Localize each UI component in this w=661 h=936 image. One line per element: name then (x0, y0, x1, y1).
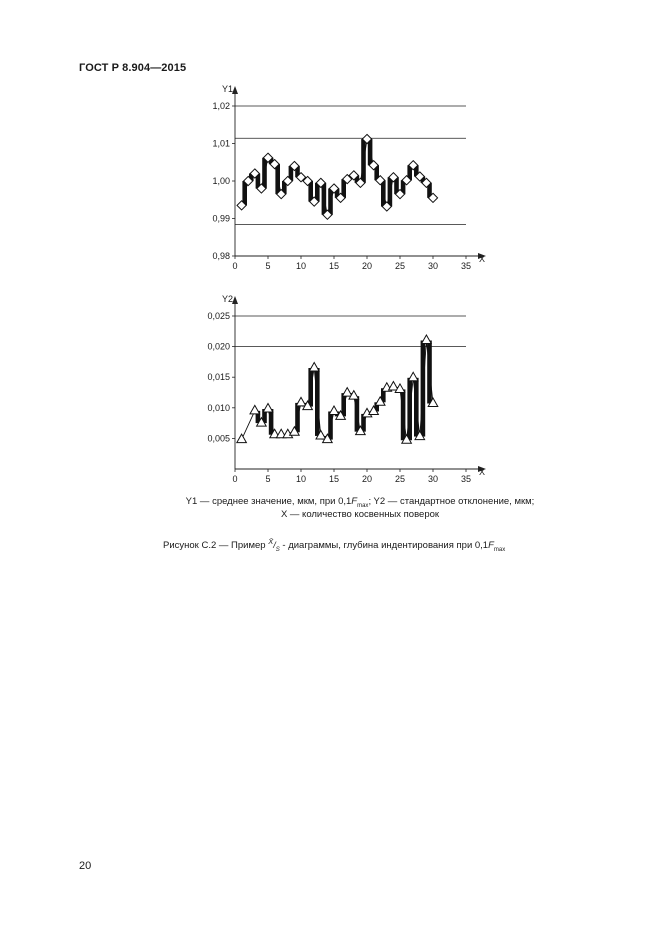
chart1-range-bar-19 (361, 139, 366, 183)
chart1-xtick-label-5: 20 (361, 261, 373, 271)
chart2-point-28 (422, 335, 432, 344)
chart2-range-bar-24 (401, 389, 406, 440)
chart2-point-9 (296, 397, 306, 406)
chart1-xtick-label-7: 30 (427, 261, 439, 271)
chart2-ytick-label-2: 0,010 (207, 402, 230, 413)
caption-frac-num: X̄ (268, 537, 274, 546)
chart2-range-bar-10 (308, 368, 313, 407)
chart1-range-bar-6 (275, 164, 280, 194)
chart2-point-26 (408, 372, 418, 381)
legend-fmax-sub: max (357, 502, 369, 509)
chart2-ylabel: Y2 (222, 294, 234, 304)
chart1-xlabel: X (479, 254, 486, 264)
legend-fmax-f: F (351, 496, 358, 507)
chart2-range-bar-8 (295, 403, 300, 432)
chart1-range-bar-22 (381, 180, 386, 206)
figure-caption: Рисунок С.2 — Пример $^{X̄}/_S$ - диаграммы, глубина индентирования при $0,1F_{max}$ (163, 537, 506, 553)
chart2-point-4 (263, 404, 273, 413)
caption-prefix: Рисунок С.2 — Пример (163, 540, 266, 551)
document-header: ГОСТ Р 8.904—2015 (79, 62, 187, 74)
chart1-ytick-label-2: 0,99 (212, 213, 230, 224)
chart1-xtick-label-4: 15 (328, 261, 340, 271)
chart2-ytick-label-3: 0,015 (207, 372, 230, 383)
chart1-xtick-label-1: 0 (232, 261, 238, 271)
chart2-xtick-label-2: 5 (265, 474, 271, 484)
chart1-ytick-label-1: 0,98 (212, 251, 230, 261)
caption-frac-den: S (275, 546, 280, 553)
chart2-range-bar-13 (328, 411, 333, 439)
chart2-xtick-label-6: 25 (394, 474, 406, 484)
chart2-xtick-label-8: 35 (460, 474, 472, 484)
chart2-ytick-label-5: 0,025 (207, 311, 230, 321)
chart2-range-bar-27 (421, 340, 426, 436)
chart1-range-bar-14 (328, 189, 333, 215)
chart2-point-16 (342, 388, 352, 397)
chart2-range-bar-11 (315, 368, 320, 436)
chart2-xtick-label-7: 30 (427, 474, 439, 484)
chart2-ytick-label-4: 0,020 (207, 341, 230, 352)
chart2-point-11 (309, 363, 319, 372)
chart1-ytick-label-4: 1,01 (212, 138, 230, 149)
chart2-xtick-label-1: 0 (232, 474, 238, 484)
page-number: 20 (79, 860, 92, 872)
chart1-range-bar-4 (262, 158, 267, 189)
chart2-range-bar-4 (269, 409, 274, 435)
chart2-ytick-label-1: 0,005 (207, 433, 230, 444)
chart1-range-bar-23 (388, 177, 393, 206)
chart1-xtick-label-2: 5 (265, 261, 271, 271)
chart1-series-line (242, 139, 433, 215)
chart2-point-1 (237, 434, 247, 443)
chart1-ytick-label-3: 1,00 (212, 176, 230, 186)
chart-std-deviation (0, 292, 661, 487)
chart2-point-2 (250, 405, 260, 414)
chart2-xtick-label-5: 20 (361, 474, 373, 484)
chart-mean-value (0, 76, 661, 281)
caption-f: F (488, 540, 494, 551)
legend-y-text: Y1 — среднее значение, мкм, при 0,1 (185, 496, 352, 507)
legend-line-2: X — количество косвенных поверок (280, 509, 440, 520)
caption-middle: - диаграммы, глубина индентирования при 0,1 (282, 540, 489, 551)
legend-y2-text: ; Y2 — стандартное отклонение, мкм; (368, 496, 535, 507)
chart2-range-bar-28 (427, 340, 432, 403)
chart2-xtick-label-4: 15 (328, 474, 340, 484)
chart1-xtick-label-8: 35 (460, 261, 472, 271)
chart1-range-bar-13 (322, 183, 327, 215)
caption-f-sub: max (493, 546, 506, 553)
chart1-ytick-label-5: 1,02 (212, 101, 230, 111)
chart2-range-bar-17 (355, 396, 360, 431)
chart1-xtick-label-6: 25 (394, 261, 406, 271)
chart1-ylabel: Y1 (222, 84, 234, 94)
chart1-xtick-label-3: 10 (295, 261, 307, 271)
chart2-range-bar-26 (414, 378, 419, 437)
chart2-xtick-label-3: 10 (295, 474, 307, 484)
chart2-xlabel: X (479, 467, 486, 477)
chart2-range-bar-25 (407, 378, 412, 440)
chart1-range-bar-20 (368, 139, 373, 165)
chart2-point-14 (329, 406, 339, 415)
